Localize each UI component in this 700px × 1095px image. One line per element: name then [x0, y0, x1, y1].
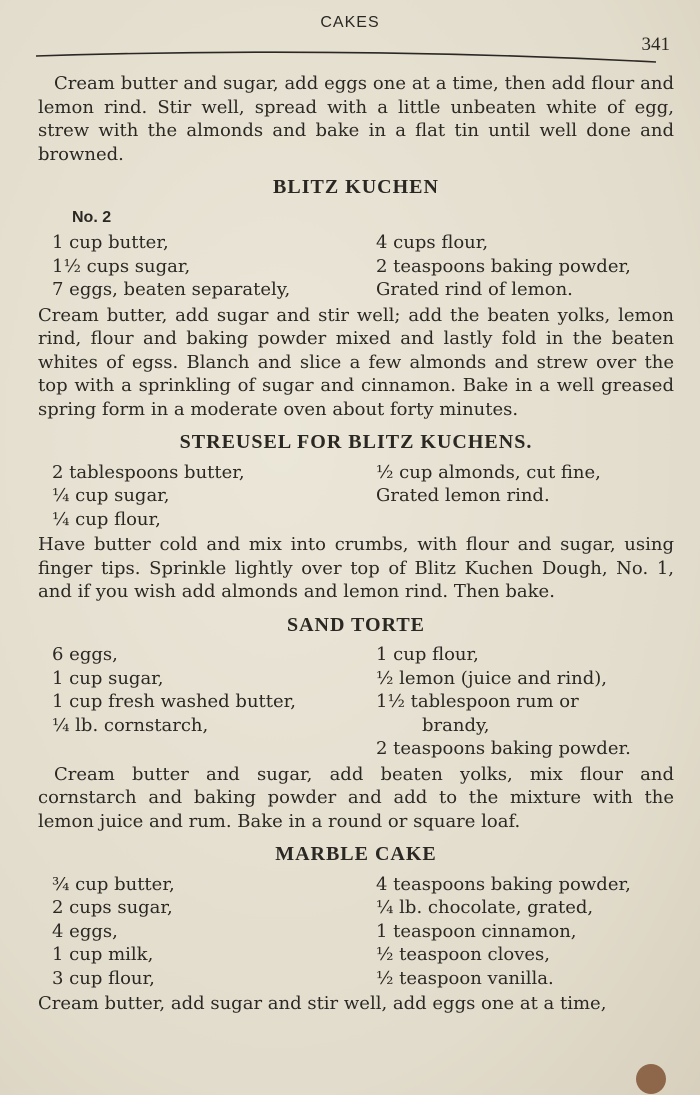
ingredients-sand-torte [38, 643, 674, 761]
ingredient: 4 cups flour, [376, 232, 489, 253]
ingredient: 2 cups sugar, [52, 897, 173, 918]
ingredients-right-column [360, 873, 674, 991]
recipe-subtitle: No. 2 [72, 208, 112, 226]
ingredients-left-column [38, 873, 360, 991]
ingredient: ¼ cup flour, [52, 508, 161, 530]
ingredient: 2 teaspoons baking powder, [376, 255, 631, 277]
ingredient: ½ lemon (juice and rind), [376, 667, 607, 689]
recipe-title-blitz-kuchen: BLITZ KUCHEN [273, 176, 439, 198]
ingredient: ¼ cup sugar, [52, 485, 170, 506]
recipe-title-streusel: STREUSEL FOR BLITZ KUCHENS. [179, 431, 533, 453]
ingredients-right-column [360, 231, 674, 302]
ingredient: 1½ cups sugar, [52, 255, 191, 277]
ingredient: 1½ tablespoon rum or [376, 691, 579, 712]
ingredient: 1 cup flour, [376, 644, 479, 665]
recipe-title-marble-cake: MARBLE CAKE [275, 843, 437, 865]
ingredients-right-column [360, 643, 674, 761]
page-stain [636, 1064, 666, 1094]
method-sand-torte: Cream butter and sugar, add beaten yolks, mix flour and cornstarch and baking powder and add to the mixture with the lemon juice and rum. Bake in a round or square loaf. [38, 763, 674, 832]
method-marble-cake: Cream butter, add sugar and stir well, add eggs one at a time, [38, 993, 607, 1014]
ingredient: 7 eggs, beaten separately, [52, 279, 291, 300]
ingredient: ½ teaspoon vanilla. [376, 967, 554, 989]
ingredient: brandy, [422, 714, 490, 736]
ingredient: 2 tablespoons butter, [52, 461, 245, 483]
ingredient: 2 teaspoons baking powder. [376, 738, 631, 759]
ingredients-streusel [38, 461, 674, 532]
ingredient: ¼ lb. chocolate, grated, [376, 897, 594, 918]
ingredients-left-column [38, 461, 360, 532]
ingredients-marble-cake [38, 873, 674, 991]
ingredient: 1 cup butter, [52, 232, 169, 253]
ingredient: 6 eggs, [52, 644, 118, 665]
recipe-title-sand-torte: SAND TORTE [286, 613, 426, 636]
page-number: 341 [641, 34, 670, 55]
ingredients-blitz-kuchen [38, 231, 674, 302]
ingredient: ½ teaspoon cloves, [376, 944, 550, 965]
running-title: CAKES [320, 14, 380, 31]
ingredient: 3 cup flour, [52, 967, 155, 989]
ingredient: ½ cup almonds, cut fine, [376, 461, 601, 483]
ingredient: 1 teaspoon cinnamon, [376, 920, 577, 942]
page-content [38, 72, 674, 1016]
ingredients-left-column [38, 231, 360, 302]
method-blitz-kuchen: Cream butter, add sugar and stir well; add the beaten yolks, lemon rind, flour and baking powder mixed and lastly fold in the beaten whites of egss. Blanch and slice a few almonds and strew over the top with a sprinkling of sugar and cinnamon. Bake in a well greased spring form in a moderate oven about forty minutes. [38, 304, 674, 420]
ingredients-left-column [38, 643, 360, 761]
ingredient: Grated rind of lemon. [376, 279, 573, 300]
ingredient: 1 cup sugar, [52, 667, 164, 689]
intro-paragraph: Cream butter and sugar, add eggs one at a time, then add flour and lemon rind. Stir well, spread with a little unbeaten white of egg, strew with the almonds and bake in a flat tin until well done and browned. [38, 73, 674, 165]
ingredient: ¾ cup butter, [52, 873, 175, 895]
ingredient: ¼ lb. cornstarch, [52, 714, 209, 736]
ingredient: 4 eggs, [52, 920, 118, 942]
method-streusel: Have butter cold and mix into crumbs, with flour and sugar, using finger tips. Sprinkle lightly over top of Blitz Kuchen Dough, No. 1, and if you wish add almonds and lemon rind. Then bake. [38, 534, 674, 602]
ingredient: Grated lemon rind. [376, 485, 550, 506]
ingredients-right-column [360, 461, 674, 532]
ingredient: 1 cup fresh washed butter, [52, 691, 297, 712]
header-rule [36, 46, 656, 66]
ingredient: 1 cup milk, [52, 944, 154, 965]
ingredient: 4 teaspoons baking powder, [376, 873, 631, 895]
